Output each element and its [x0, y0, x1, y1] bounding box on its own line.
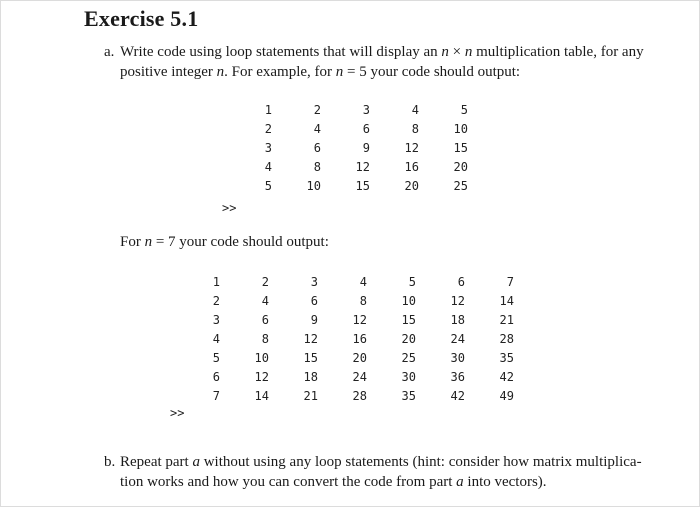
table-cell: 10: [306, 179, 321, 193]
table-cell: 15: [355, 179, 370, 193]
table-cell: 12: [404, 141, 419, 155]
table-cell: 12: [303, 332, 318, 346]
table-cell: 4: [411, 103, 419, 117]
part-b-line2-a: a: [456, 474, 464, 490]
part-a-n1: n: [441, 44, 449, 60]
part-a-line2-mid: . For example, for: [224, 64, 336, 80]
table-cell: 4: [212, 332, 220, 346]
table-cell: 6: [261, 313, 269, 327]
part-a-line1-post: multiplication table, for any: [472, 44, 644, 60]
table-cell: 10: [254, 351, 269, 365]
table-cell: 4: [264, 160, 272, 174]
table-cell: 12: [450, 294, 465, 308]
part-a-line2-post: = 5 your code should output:: [343, 64, 521, 80]
table-cell: 20: [453, 160, 468, 174]
table-cell: 42: [450, 389, 465, 403]
table-cell: 20: [352, 351, 367, 365]
part-b-line1-post: without using any loop statements (hint: consider how matrix multiplica-: [199, 454, 642, 470]
table-cell: 28: [352, 389, 367, 403]
for-n7-n: n: [144, 234, 153, 250]
table-cell: 2: [261, 275, 269, 289]
table-cell: 20: [404, 179, 419, 193]
table-cell: 8: [313, 160, 321, 174]
table-cell: 24: [352, 370, 367, 384]
table-cell: 4: [313, 122, 321, 136]
table-cell: 3: [310, 275, 318, 289]
table-cell: 10: [453, 122, 468, 136]
table-cell: 35: [499, 351, 514, 365]
table-cell: 6: [310, 294, 318, 308]
part-b-line2-post: into vectors).: [463, 474, 547, 490]
part-a-n2: n: [464, 44, 473, 60]
table-cell: 20: [401, 332, 416, 346]
table-cell: 3: [264, 141, 272, 155]
table-cell: 14: [254, 389, 269, 403]
table-cell: 35: [401, 389, 416, 403]
part-a-line1-pre: Write code using loop statements that will display an: [120, 44, 442, 60]
table-cell: 30: [401, 370, 416, 384]
command-prompt-1: >>: [222, 201, 237, 215]
part-b-paragraph: [104, 452, 664, 492]
part-a-times: ×: [448, 44, 465, 60]
command-prompt-2: >>: [170, 406, 185, 420]
table-cell: 25: [453, 179, 468, 193]
table-cell: 6: [212, 370, 220, 384]
table-cell: 49: [499, 389, 514, 403]
part-b-line1-a: a: [192, 454, 200, 470]
part-a-text: [120, 42, 664, 82]
table-cell: 7: [212, 389, 220, 403]
table-cell: 5: [212, 351, 220, 365]
part-a-line2-n2: n: [335, 64, 344, 80]
for-n7-pre: For: [120, 234, 145, 250]
table-cell: 8: [261, 332, 269, 346]
table-cell: 10: [401, 294, 416, 308]
table-cell: 12: [355, 160, 370, 174]
table-cell: 8: [411, 122, 419, 136]
table-cell: 36: [450, 370, 465, 384]
table-cell: 21: [303, 389, 318, 403]
table-cell: 1: [212, 275, 220, 289]
table-cell: 16: [404, 160, 419, 174]
table-cell: 6: [362, 122, 370, 136]
part-b-line2-pre: tion works and how you can convert the code from part: [120, 474, 457, 490]
part-a-line2-n: n: [216, 64, 225, 80]
table-cell: 12: [352, 313, 367, 327]
part-a-line2-pre: positive integer: [120, 64, 217, 80]
table-cell: 5: [264, 179, 272, 193]
table-cell: 14: [499, 294, 514, 308]
table-cell: 2: [313, 103, 321, 117]
table-cell: 16: [352, 332, 367, 346]
part-b-text: [120, 452, 664, 492]
table-cell: 5: [460, 103, 468, 117]
table-cell: 7: [506, 275, 514, 289]
table-cell: 2: [212, 294, 220, 308]
table-cell: 5: [408, 275, 416, 289]
table-cell: 18: [303, 370, 318, 384]
table-cell: 18: [450, 313, 465, 327]
table-cell: 1: [264, 103, 272, 117]
part-b-line1-pre: Repeat part: [120, 454, 193, 470]
table-cell: 9: [362, 141, 370, 155]
table-cell: 12: [254, 370, 269, 384]
table-cell: 4: [359, 275, 367, 289]
table-cell: 6: [313, 141, 321, 155]
table-cell: 21: [499, 313, 514, 327]
exercise-title: Exercise 5.1: [84, 6, 199, 31]
part-b-label: b.: [104, 454, 116, 470]
part-a-label: a.: [104, 44, 115, 60]
table-cell: 2: [264, 122, 272, 136]
table-cell: 28: [499, 332, 514, 346]
table-cell: 4: [261, 294, 269, 308]
table-cell: 3: [212, 313, 220, 327]
table-cell: 15: [303, 351, 318, 365]
for-n7-post: = 7 your code should output:: [152, 234, 329, 250]
table-cell: 25: [401, 351, 416, 365]
table-cell: 15: [401, 313, 416, 327]
table-cell: 8: [359, 294, 367, 308]
part-a-paragraph: [104, 42, 664, 82]
table-cell: 3: [362, 103, 370, 117]
table-cell: 42: [499, 370, 514, 384]
for-n7-line: [120, 234, 329, 251]
table-cell: 15: [453, 141, 468, 155]
table-cell: 9: [310, 313, 318, 327]
table-cell: 24: [450, 332, 465, 346]
table-cell: 6: [457, 275, 465, 289]
table-cell: 30: [450, 351, 465, 365]
